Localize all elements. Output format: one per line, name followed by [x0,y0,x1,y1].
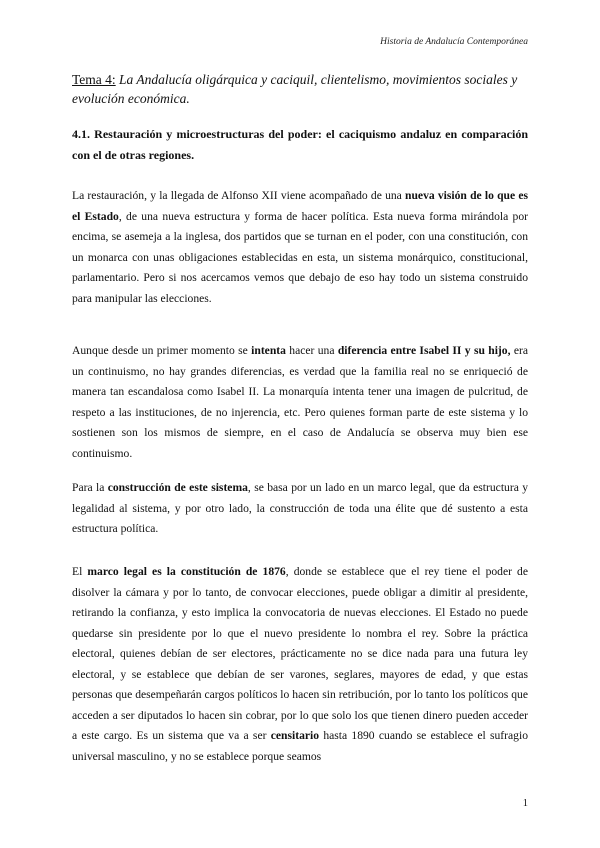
paragraph-text: , de una nueva estructura y forma de hacer política. Esta nueva forma mirándola por encima, se asemeja a la inglesa, dos partidos que se turnan en el poder, con una constitución, con un monarca con unas obligaciones establecidas en esta, un sistema monárquico, constitucional, parlamentario. Pero si nos acercamos vemos que debajo de eso hay todo un sistema construido para manipular las elecciones. [72,209,528,305]
chapter-title [72,70,528,108]
page-number: 1 [522,798,528,809]
chapter-title-text: La Andalucía oligárquica y caciquil, clientelismo, movimientos sociales y evolución económica. [72,72,518,106]
bold-phrase: diferencia entre Isabel II y su hijo, [337,344,511,357]
paragraph-2 [72,341,528,464]
paragraph-text: hasta 1890 cuando se establece el sufragio universal masculino, y no se establece porque seamos [72,729,528,763]
paragraph-text: era un continuismo, no hay grandes diferencias, es verdad que la familia real no se enriqueció de manera tan escandalosa como Isabel II. La monarquía intenta tener una imagen de pulcritud, de respeto a las instituciones, de no injerencia, etc. Pero quienes forman parte de este sistema y lo sostienen son los mismos de siempre, en el caso de Andalucía se observa muy bien ese continuismo. [72,344,528,460]
section-heading: 4.1. Restauración y microestructuras del poder: el caciquismo andaluz en comparación con el de otras regiones. [72,127,528,162]
bold-phrase: construcción de este sistema [107,481,248,494]
chapter-label: Tema 4: [72,72,116,87]
running-header: Historia de Andalucía Contemporánea [380,37,528,47]
paragraph-3 [72,478,528,540]
paragraph-4 [72,562,528,767]
paragraph-text: , se basa por un lado en un marco legal, que da estructura y legalidad al sistema, y por otro lado, la construcción de toda una élite que dé sustento a esta estructura política. [72,481,529,535]
paragraph-text: hacer una [285,344,338,357]
paragraph-text: Para la [72,481,108,494]
paragraph-text: Aunque desde un primer momento se [72,344,252,357]
paragraph-text: El [72,565,88,578]
bold-phrase: intenta [251,344,286,357]
paragraph-text: La restauración, y la llegada de Alfonso XII viene acompañado de una [72,189,406,202]
paragraph-1 [72,186,528,309]
bold-phrase: nueva visión de lo que es el Estado [72,189,529,223]
bold-phrase: censitario [270,729,320,742]
paragraph-text: , donde se establece que el rey tiene el poder de disolver la cámara y por lo tanto, de convocar elecciones, puede obligar a dimitir al presidente, retirando la confianza, y esto implica la convocatoria de nuevas elecciones. El Estado no puede quedarse sin presidente por lo que el nuevo presidente lo nombra el rey. Sobre la práctica electoral, quienes debían de ser electores, prácticamente no se dice nada para una futura ley electoral, y se establece que debían de ser varones, seglares, mayores de edad, y que estas personas que desempeñarán cargos políticos lo hacen sin retribución, por lo tanto los políticos que acceden a ser diputados lo hacen sin cobrar, por lo que solo los que tienen dinero pueden acceder a este cargo. Es un sistema que va a ser [72,565,528,742]
bold-phrase: marco legal es la constitución de 1876 [87,565,286,578]
